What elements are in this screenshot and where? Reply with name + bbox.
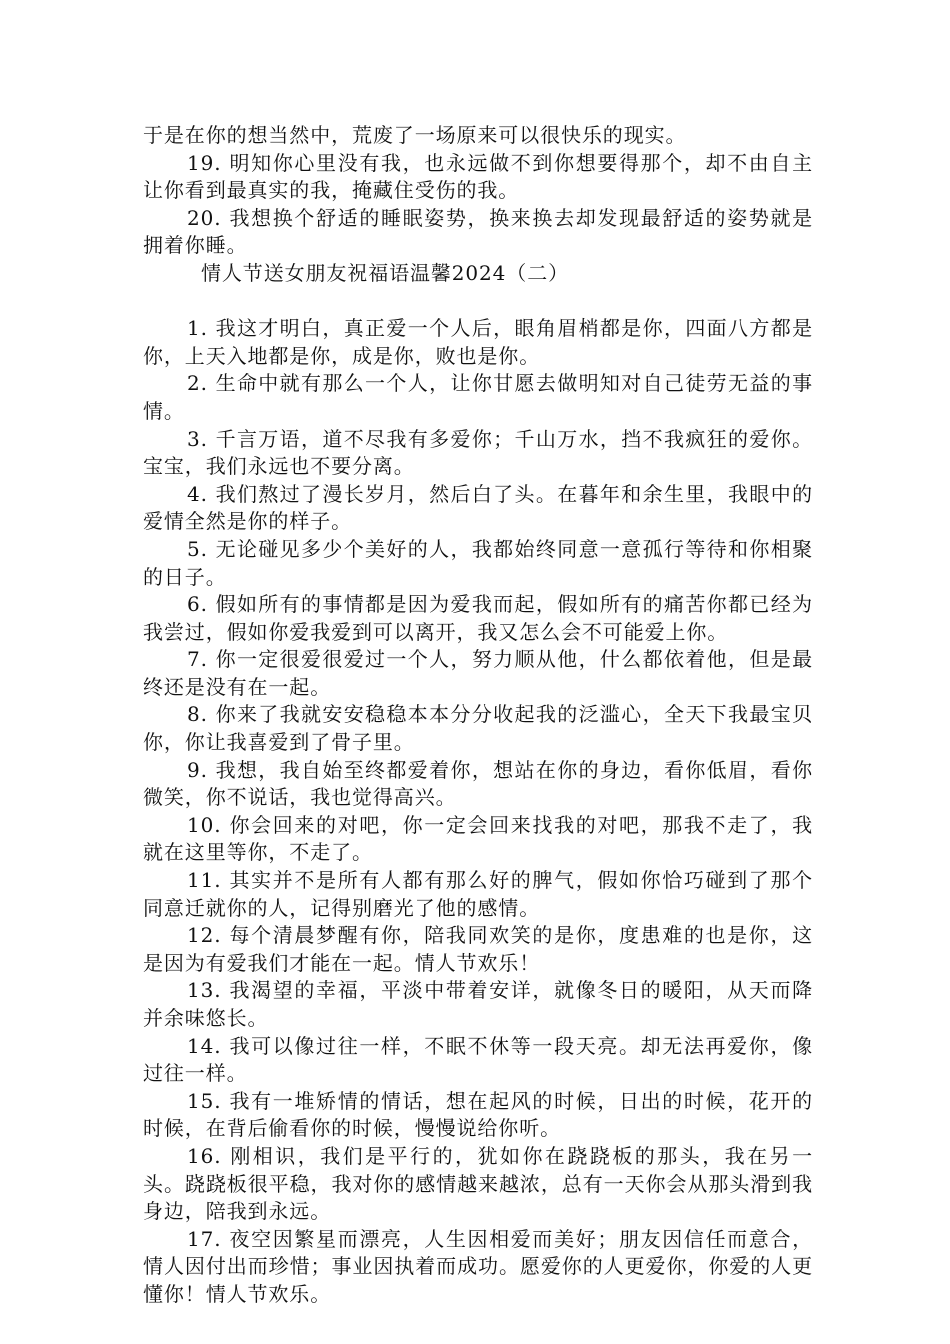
continued-paragraph: 于是在你的想当然中，荒废了一场原来可以很快乐的现实。 — [143, 123, 687, 147]
list-item: 1. 我这才明白，真正爱一个人后，眼角眉梢都是你，四面八方都是你，上天入地都是你，成是你，败也是你。 — [143, 316, 813, 368]
list-item: 14. 我可以像过往一样，不眠不休等一段天亮。却无法再爱你，像过往一样。 — [143, 1033, 813, 1086]
list-item: 4. 我们熬过了漫长岁月，然后白了头。在暮年和余生里，我眼中的爱情全然是你的样子。 — [143, 481, 813, 534]
list-item: 2. 生命中就有那么一个人，让你甘愿去做明知对自己徒劳无益的事情。 — [143, 371, 813, 423]
list-item: 16. 刚相识，我们是平行的，犹如你在跷跷板的那头，我在另一头。跷跷板很平稳，我对你的感情越来越浓，总有一天你会从那头滑到我身边，陪我到永远。 — [143, 1143, 813, 1224]
blank-line — [143, 288, 813, 316]
list-item: 15. 我有一堆矫情的情话，想在起风的时候，日出的时候，花开的时候，在背后偷看你的时候，慢慢说给你听。 — [143, 1088, 813, 1141]
list-item: 5. 无论碰见多少个美好的人，我都始终同意一意孤行等待和你相聚的日子。 — [143, 536, 813, 589]
list-item: 3. 千言万语，道不尽我有多爱你；千山万水，挡不我疯狂的爱你。宝宝，我们永远也不要分离。 — [143, 426, 813, 479]
list-item: 10. 你会回来的对吧，你一定会回来找我的对吧，那我不走了，我就在这里等你，不走了。 — [143, 812, 813, 865]
list-item: 13. 我渴望的幸福，平淡中带着安详，就像冬日的暖阳，从天而降并余味悠长。 — [143, 978, 813, 1030]
list-item: 19. 明知你心里没有我，也永远做不到你想要得那个，却不由自主让你看到最真实的我，掩藏住受伤的我。 — [143, 150, 813, 203]
list-item: 17. 夜空因繁星而漂亮，人生因相爱而美好；朋友因信任而意合，情人因付出而珍惜；事业因执着而成功。愿爱你的人更爱你，你爱的人更懂你！情人节欢乐。 — [143, 1226, 813, 1306]
list-item: 6. 假如所有的事情都是因为爱我而起，假如所有的痛苦你都已经为我尝过，假如你爱我爱到可以离开，我又怎么会不可能爱上你。 — [143, 592, 813, 644]
list-item: 12. 每个清晨梦醒有你，陪我同欢笑的是你，度患难的也是你，这是因为有爱我们才能在一起。情人节欢乐！ — [143, 923, 813, 975]
list-item: 11. 其实并不是所有人都有那么好的脾气，假如你恰巧碰到了那个同意迁就你的人，记得别磨光了他的感情。 — [143, 868, 813, 920]
list-item: 8. 你来了我就安安稳稳本本分分收起我的泛滥心，全天下我最宝贝你，你让我喜爱到了骨子里。 — [143, 702, 813, 755]
list-item: 7. 你一定很爱很爱过一个人，努力顺从他，什么都依着他，但是最终还是没有在一起。 — [143, 647, 813, 699]
list-item: 20. 我想换个舒适的睡眠姿势，换来换去却发现最舒适的姿势就是拥着你睡。 — [143, 205, 813, 258]
list-item: 9. 我想，我自始至终都爱着你，想站在你的身边，看你低眉，看你微笑，你不说话，我也觉得高兴。 — [143, 757, 813, 810]
section-title: 情人节送女朋友祝福语温馨2024（二） — [201, 260, 569, 285]
document-body — [143, 122, 813, 1309]
